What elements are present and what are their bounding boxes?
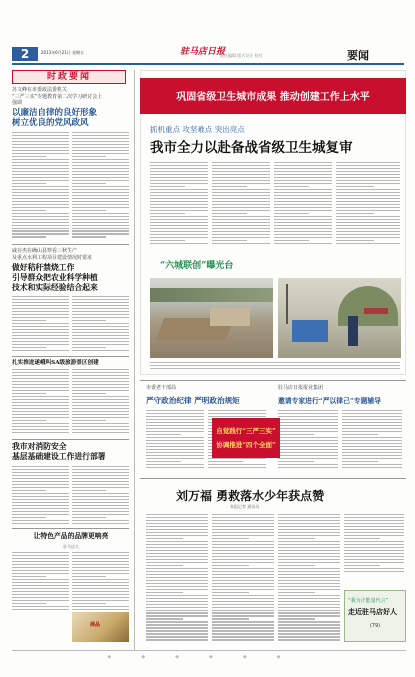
- story5-body-left: [12, 552, 69, 612]
- mid-right-headline: 邀请专家进行“严以律己”专题辅导: [278, 397, 381, 405]
- footer-rule: [12, 650, 406, 651]
- story5-photo: 商品: [72, 612, 129, 642]
- callout-box: [212, 418, 280, 458]
- section-banner: [12, 70, 126, 84]
- left-rule-2: [12, 356, 129, 357]
- feature-photo-badge: “六城联创”曝光台: [160, 261, 234, 271]
- masthead: 驻马店日报: [180, 47, 226, 57]
- section-title: 要闻: [347, 49, 369, 62]
- story1-body-right: [72, 132, 129, 242]
- feature-photo-1: [150, 278, 273, 358]
- ad-line-1: “我为正能量代言”: [348, 598, 389, 604]
- feature-photo-2: [278, 278, 401, 358]
- bottom-body-3: [278, 514, 340, 644]
- feature-body-1: [150, 162, 208, 247]
- story4-body-right: [72, 466, 129, 526]
- section-banner-label: 时政要闻: [46, 72, 91, 82]
- feature-body-3: [274, 162, 332, 247]
- feature-banner: [140, 78, 406, 114]
- left-rule-1: [12, 244, 129, 245]
- mid-left-headline: 严守政治纪律 严明政治规矩: [146, 396, 240, 405]
- story3-body-left: [12, 369, 69, 437]
- column-divider: [134, 70, 135, 650]
- story1-kicker: 苏文峰在市委政法委机关 “三严三实”专题教育第二次学习研讨会上 强调: [12, 87, 103, 106]
- ad-line-2: 走近驻马店好人: [348, 607, 397, 616]
- ad-number: (79): [369, 623, 381, 629]
- bottom-body-1: [146, 514, 208, 644]
- story2-kicker: 戚存杰在确山县察看三秋生产 及重点水利工程项目建设情况时要求: [12, 248, 93, 261]
- story2-body-right: [72, 296, 129, 354]
- sub-line: 责任编辑 版式设计 校对: [220, 53, 263, 58]
- header-rule: [12, 63, 404, 65]
- mid-right-body-2: [342, 410, 402, 472]
- story3-headline: 扎实推进遂峨叫SA级旅游景区创建: [12, 360, 99, 366]
- feature-subhead: 抓机重点 攻坚难点 突出亮点: [150, 125, 245, 134]
- mid-left-body-1: [146, 410, 204, 472]
- mid-right-body-1: [278, 410, 338, 472]
- story1-headline: 以廉洁自律的良好形象 树立优良的党风政风: [12, 108, 98, 128]
- feature-photo-caption: [150, 362, 400, 371]
- footer-ornament: ◆◆◆◆◆◆: [107, 654, 311, 660]
- mid-right-kicker: 驻马店日报报业集团: [278, 385, 324, 391]
- ad-box: [344, 590, 406, 642]
- date-line: 2013年6月21日 星期五: [41, 50, 85, 55]
- left-rule-3: [12, 439, 129, 440]
- bottom-body-2: [212, 514, 274, 644]
- bottom-body-4: [344, 514, 404, 574]
- story5-byline: 驻马店大: [63, 544, 79, 549]
- story2-headline: 做好秸秆禁烧工作 引导群众把农业科学种植 技术和实际经验结合起来: [12, 263, 98, 292]
- page-number: 2: [12, 47, 38, 61]
- story2-body-left: [12, 296, 69, 354]
- bottom-headline: 刘万福 勇救落水少年获点赞: [176, 489, 325, 503]
- story1-body-left: [12, 132, 69, 242]
- left-rule-4: [12, 528, 129, 529]
- story4-body-left: [12, 466, 69, 526]
- middle-rule-top: [140, 380, 406, 381]
- feature-headline: 我市全力以赴备战省级卫生城复审: [150, 140, 353, 156]
- callout-line-1: 自觉践行“三严三实”: [216, 427, 276, 435]
- feature-body-2: [212, 162, 270, 247]
- story5-headline: 让特色产品的品牌更响亮: [33, 532, 109, 540]
- story5-body-right: [72, 552, 129, 612]
- bottom-byline: 本报记者 通讯员: [230, 504, 260, 509]
- callout-line-2: 协调推进“四个全面”: [216, 441, 276, 449]
- mid-left-kicker: 市委老干部局: [146, 385, 177, 391]
- story3-body-right: [72, 369, 129, 437]
- feature-body-4: [336, 162, 400, 247]
- middle-rule-bottom: [140, 478, 406, 479]
- feature-banner-text: 巩固省级卫生城市成果 推动创建工作上水平: [176, 92, 370, 103]
- story4-headline: 我市对消防安全 基层基础建设工作进行部署: [12, 442, 106, 461]
